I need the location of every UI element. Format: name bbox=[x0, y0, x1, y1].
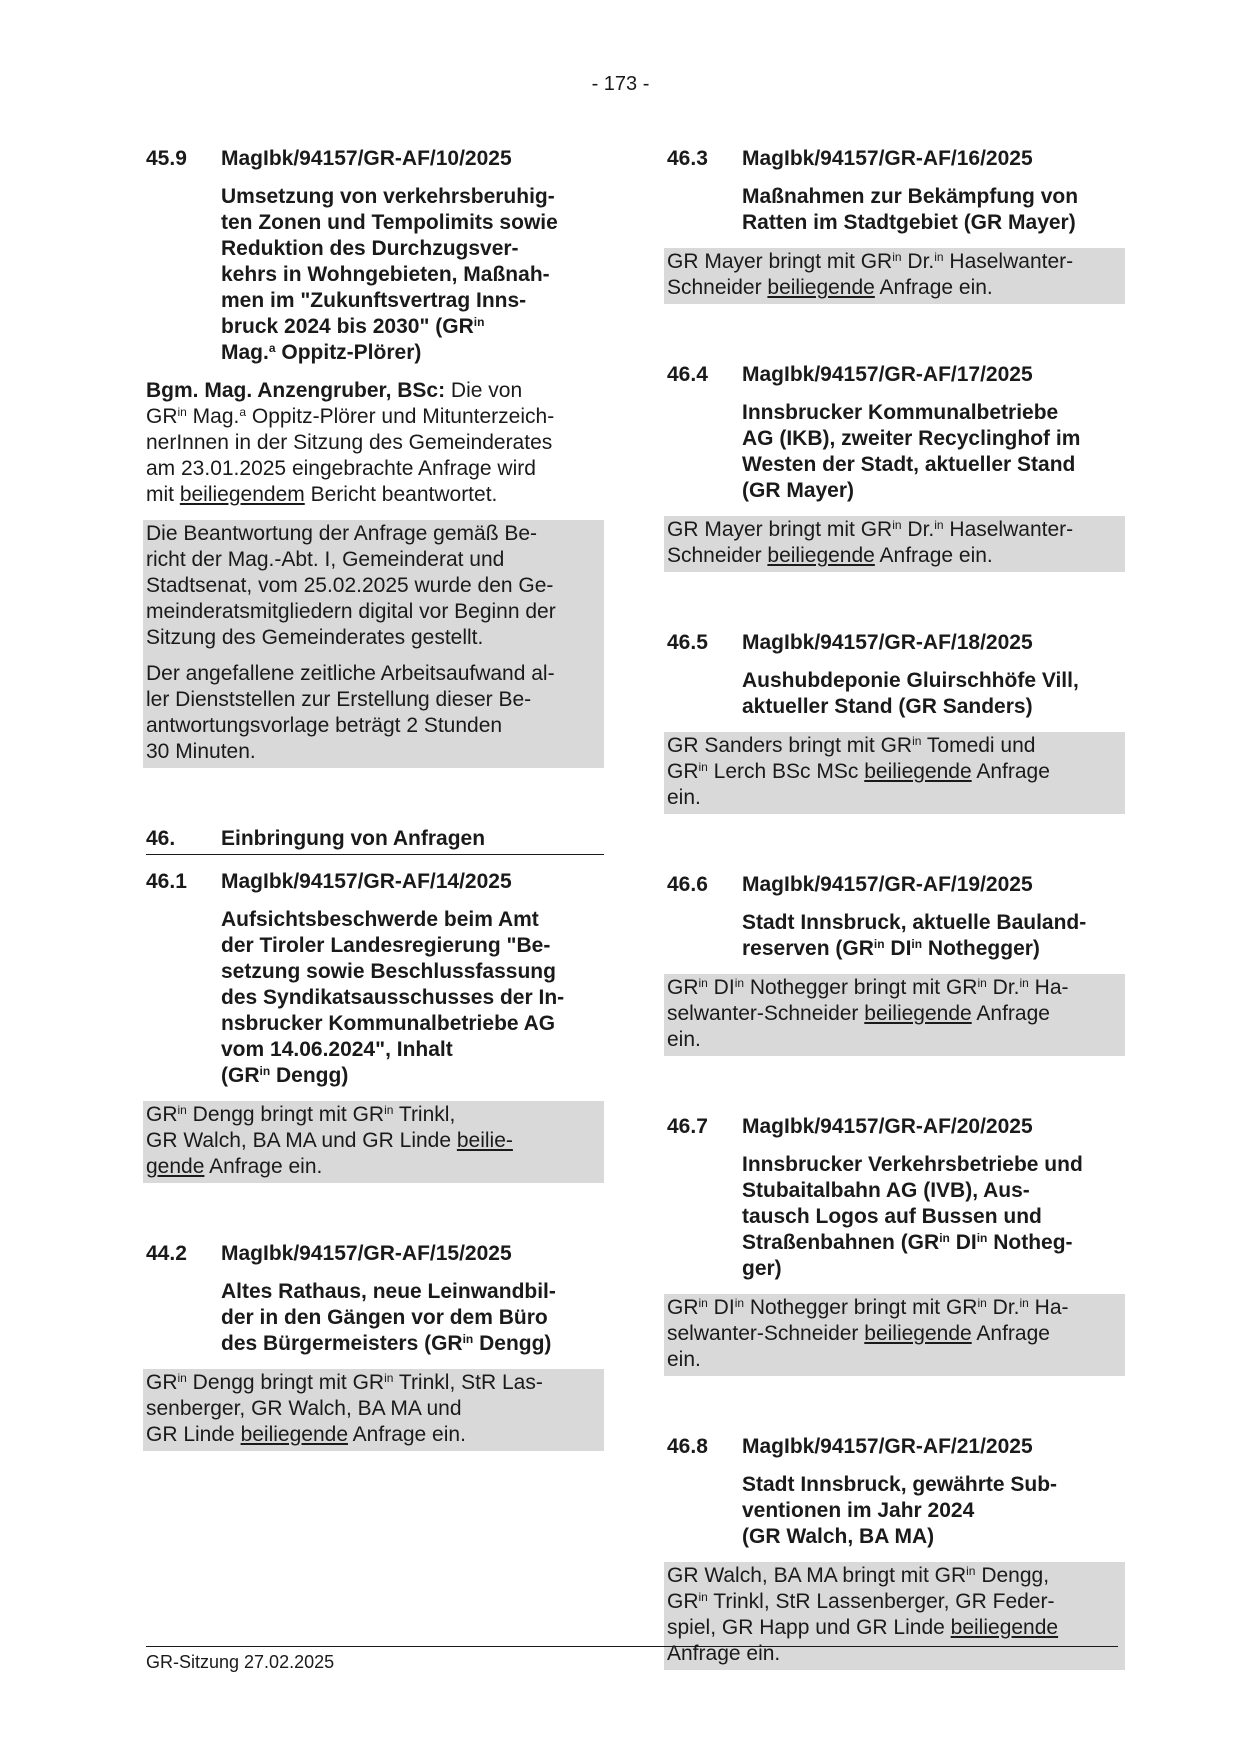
agenda-item-46-1 bbox=[146, 869, 604, 1183]
item-title: Altes Rathaus, neue Leinwandbil- der in den Gängen vor dem Büro des Bürgermeisters ($GR^{in}$ Dengg) bbox=[221, 1280, 556, 1355]
item-number: 46.5 bbox=[667, 631, 708, 654]
decision-box: $GR^{in}$ $DI^{in}$ Nothegger bringt mit $GR^{in}$ Dr.$^{in}$ Ha- selwanter-Schneider beiliegende Anfrage ein. bbox=[664, 974, 1125, 1056]
section-title: Einbringung von Anfragen bbox=[221, 827, 486, 850]
decision-box: $GR^{in}$ Dengg bringt mit $GR^{in}$ Trinkl, StR Las- senberger, GR Walch, BA MA und GR Linde beiliegende Anfrage ein. bbox=[143, 1369, 604, 1451]
agenda-item-46-5 bbox=[667, 630, 1125, 814]
item-number: 46.6 bbox=[667, 873, 708, 896]
agenda-item-46-8 bbox=[667, 1434, 1125, 1670]
footer-rule bbox=[146, 1646, 1118, 1647]
item-id: MagIbk/94157/GR-AF/14/2025 bbox=[221, 870, 512, 893]
agenda-item-46-6 bbox=[667, 872, 1125, 1056]
title-line: ten Zonen und Tempolimits sowie bbox=[221, 211, 558, 234]
item-id: MagIbk/94157/GR-AF/21/2025 bbox=[742, 1435, 1033, 1458]
decision-box: GR Walch, BA MA bringt mit $GR^{in}$ Dengg, $GR^{in}$ Trinkl, StR Lassenberger, GR Feder- spiel, GR Happ und GR Linde beiliegende Anfrage ein. bbox=[664, 1562, 1125, 1670]
page-number: - 173 - bbox=[591, 73, 650, 95]
title-line: Reduktion des Durchzugsver- bbox=[221, 237, 519, 260]
agenda-item-46-3 bbox=[667, 146, 1125, 304]
item-number: 46.7 bbox=[667, 1115, 708, 1138]
item-title: Maßnahmen zur Bekämpfung von Ratten im Stadtgebiet (GR Mayer) bbox=[742, 185, 1079, 234]
item-number: 46.1 bbox=[146, 870, 187, 893]
item-id: MagIbk/94157/GR-AF/17/2025 bbox=[742, 363, 1033, 386]
title-line: bruck 2024 bis 2030" ($GR^{in}$ bbox=[221, 315, 485, 338]
decision-box: GR Mayer bringt mit $GR^{in}$ Dr.$^{in}$ Haselwanter- Schneider beiliegende Anfrage ein. bbox=[664, 248, 1125, 304]
item-id: MagIbk/94157/GR-AF/10/2025 bbox=[221, 147, 512, 170]
item-header bbox=[146, 869, 604, 895]
item-title: Aufsichtsbeschwerde beim Amt der Tiroler Landesregierung "Be- setzung sowie Beschlussfassung des Syndikatsausschusses der In- nsbrucker Kommunalbetriebe AG vom 14.06.2024", Inhalt ($GR^{in}$ Dengg) bbox=[221, 908, 565, 1087]
item-title: Innsbrucker Kommunalbetriebe AG (IKB), zweiter Recyclinghof im Westen der Stadt, aktueller Stand (GR Mayer) bbox=[742, 401, 1081, 502]
item-header bbox=[146, 146, 604, 172]
item-id: MagIbk/94157/GR-AF/20/2025 bbox=[742, 1115, 1033, 1138]
item-header bbox=[667, 1434, 1125, 1460]
item-header bbox=[667, 872, 1125, 898]
item-id: MagIbk/94157/GR-AF/15/2025 bbox=[221, 1242, 512, 1265]
item-number: 44.2 bbox=[146, 1242, 187, 1265]
section-number: 46. bbox=[146, 827, 176, 850]
item-id: MagIbk/94157/GR-AF/18/2025 bbox=[742, 631, 1033, 654]
item-title: Stadt Innsbruck, gewährte Sub- ventionen im Jahr 2024 (GR Walch, BA MA) bbox=[742, 1473, 1058, 1548]
title-line: Umsetzung von verkehrsberuhig- bbox=[221, 185, 555, 208]
title-line: men im "Zukunftsvertrag Inns- bbox=[221, 289, 527, 312]
item-header bbox=[667, 1114, 1125, 1140]
item-title: Aushubdeponie Gluirschhöfe Vill, aktueller Stand (GR Sanders) bbox=[742, 669, 1079, 718]
decision-box: Die Beantwortung der Anfrage gemäß Be- richt der Mag.-Abt. I, Gemeinderat und Stadtsenat, vom 25.02.2025 wurde den Ge- meinderatsmitgliedern digital vor Beginn der Sitzung des Gemeinderates gestellt. Der angefallene zeitliche Arbeitsaufwand al- ler Dienststellen zur Erstellung dieser Be- antwortungsvorlage beträgt 2 Stunden 30 Minuten. bbox=[143, 520, 604, 768]
footer-text: GR-Sitzung 27.02.2025 bbox=[146, 1652, 335, 1672]
item-title: Innsbrucker Verkehrsbetriebe und Stubaitalbahn AG (IVB), Aus- tausch Logos auf Bussen und Straßenbahnen ($GR^{in}$ $DI^{in}$ Notheg- ger) bbox=[742, 1153, 1083, 1280]
agenda-item-46-7 bbox=[667, 1114, 1125, 1376]
item-number: 45.9 bbox=[146, 147, 187, 170]
item-header bbox=[667, 362, 1125, 388]
agenda-item-46-4 bbox=[667, 362, 1125, 572]
title-line: kehrs in Wohngebieten, Maßnah- bbox=[221, 263, 550, 286]
item-id: MagIbk/94157/GR-AF/16/2025 bbox=[742, 147, 1033, 170]
section-heading bbox=[146, 826, 604, 855]
item-header bbox=[667, 630, 1125, 656]
left-column bbox=[146, 146, 604, 1509]
item-header bbox=[146, 1241, 604, 1267]
item-title bbox=[221, 184, 604, 366]
decision-box: $GR^{in}$ $DI^{in}$ Nothegger bringt mit $GR^{in}$ Dr.$^{in}$ Ha- selwanter-Schneider beiliegende Anfrage ein. bbox=[664, 1294, 1125, 1376]
item-number: 46.3 bbox=[667, 147, 708, 170]
agenda-item-45-9 bbox=[146, 146, 604, 768]
decision-box: GR Sanders bringt mit $GR^{in}$ Tomedi und $GR^{in}$ Lerch BSc MSc beiliegende Anfrage ein. bbox=[664, 732, 1125, 814]
item-id: MagIbk/94157/GR-AF/19/2025 bbox=[742, 873, 1033, 896]
item-number: 46.4 bbox=[667, 363, 708, 386]
decision-box: $GR^{in}$ Dengg bringt mit $GR^{in}$ Trinkl, GR Walch, BA MA und GR Linde beilie- gende Anfrage ein. bbox=[143, 1101, 604, 1183]
title-line: Mag.$^a$ Oppitz-Plörer) bbox=[221, 341, 422, 364]
answer-text: Bgm. Mag. Anzengruber, BSc: Die von $GR^{in}$ Mag.$^a$ Oppitz-Plörer und Mitunterzeich- nerInnen in der Sitzung des Gemeinderates am 23.01.2025 eingebrachte Anfrage wird mit beiliegendem Bericht beantwortet. bbox=[146, 379, 555, 506]
decision-box: GR Mayer bringt mit $GR^{in}$ Dr.$^{in}$ Haselwanter- Schneider beiliegende Anfrage ein. bbox=[664, 516, 1125, 572]
item-number: 46.8 bbox=[667, 1435, 708, 1458]
item-title: Stadt Innsbruck, aktuelle Bauland- reserven ($GR^{in}$ $DI^{in}$ Nothegger) bbox=[742, 911, 1087, 960]
right-column bbox=[667, 146, 1125, 1728]
item-header bbox=[667, 146, 1125, 172]
agenda-item-44-2 bbox=[146, 1241, 604, 1451]
